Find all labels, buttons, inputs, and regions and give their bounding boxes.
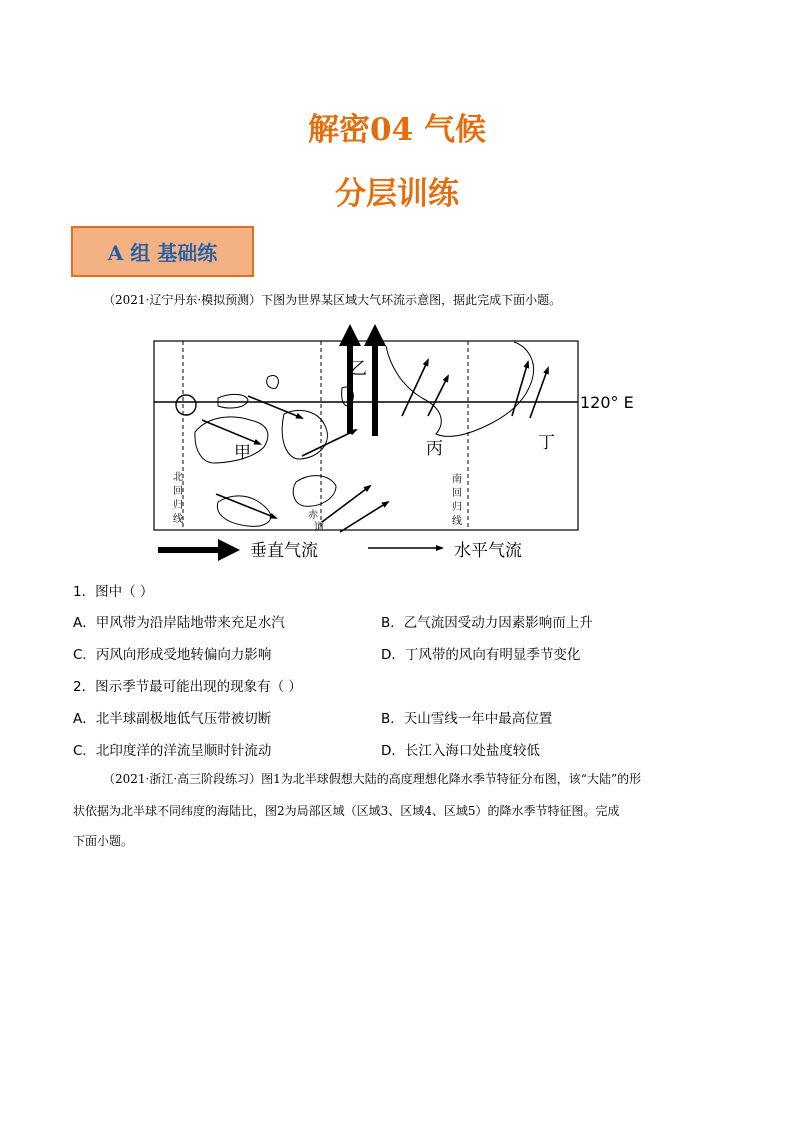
- horizontal-airflow-arrow: [340, 502, 388, 532]
- horizontal-airflow-arrow: [248, 396, 302, 418]
- horizontal-airflow-arrow: [402, 360, 428, 416]
- tropic-north-label: 线: [173, 514, 183, 525]
- tropic-north-label: 归: [173, 500, 183, 511]
- equator-label: 道: [314, 522, 324, 533]
- question-2-option-a[interactable]: A．北半球副极地低气压带被切断: [73, 711, 272, 727]
- tropic-south-label: 回: [452, 488, 462, 499]
- coastline: [218, 394, 248, 408]
- tropic-south-label: 归: [452, 502, 462, 513]
- tropic-north-label: 北: [173, 472, 183, 483]
- section2-line-3: 下面小题。: [73, 834, 134, 848]
- question-2-option-c[interactable]: C．北印度洋的洋流呈顺时针流动: [73, 743, 272, 759]
- atmospheric-circulation-figure: [150, 322, 634, 562]
- question-1-option-b[interactable]: B．乙气流因受动力因素影响而上升: [381, 615, 593, 631]
- tropic-south-label: 线: [452, 516, 462, 527]
- question-1-option-a[interactable]: A．甲风带为沿岸陆地带来充足水汽: [73, 615, 285, 631]
- coastline: [386, 342, 534, 436]
- question-1-option-c[interactable]: C．丙风向形成受地转偏向力影响: [73, 647, 272, 663]
- region-label-yi: 乙: [350, 359, 367, 379]
- horizontal-airflow-arrow: [202, 420, 260, 444]
- tropic-south-label: 南: [452, 474, 462, 485]
- page-title: 解密04 气候: [308, 112, 486, 148]
- horizontal-airflow-arrow: [302, 430, 356, 456]
- question-2-stem: 2．图示季节最可能出现的现象有（ ）: [73, 679, 302, 695]
- section1-intro: （2021·辽宁丹东·模拟预测）下图为世界某区域大气环流示意图，据此完成下面小题。: [103, 293, 562, 307]
- coastline: [267, 375, 279, 388]
- coastline: [195, 417, 268, 463]
- question-1-stem: 1．图中（ ）: [73, 584, 154, 600]
- legend-horizontal-label: 水平气流: [454, 541, 522, 561]
- longitude-label: 120° E: [580, 393, 634, 412]
- horizontal-airflow-arrow: [512, 362, 528, 416]
- question-2-option-d[interactable]: D．长江入海口处盐度较低: [381, 743, 540, 759]
- question-1-option-d[interactable]: D．丁风带的风向有明显季节变化: [381, 647, 581, 663]
- region-label-jia: 甲: [234, 443, 251, 463]
- section2-line-2: 状依据为北半球不同纬度的海陆比，图2为局部区域（区域3、区域4、区域5）的降水季节特征图。完成: [73, 804, 620, 818]
- coastline: [293, 476, 336, 507]
- tropic-north-label: 回: [173, 486, 183, 497]
- region-label-bing: 丙: [426, 439, 443, 459]
- page-subtitle: 分层训练: [335, 176, 459, 212]
- equator-label: 赤: [308, 510, 318, 521]
- question-2-option-b[interactable]: B．天山雪线一年中最高位置: [381, 711, 553, 727]
- group-heading-box: [71, 226, 254, 277]
- section2-line-1: （2021·浙江·高三阶段练习）图1为北半球假想大陆的高度理想化降水季节特征分布图，该“大陆”的形: [103, 772, 642, 786]
- horizontal-airflow-arrow: [322, 486, 370, 522]
- horizontal-airflow-arrow: [216, 494, 276, 518]
- group-heading-label: A 组 基础练: [107, 241, 218, 265]
- region-label-ding: 丁: [538, 433, 555, 453]
- coastline: [217, 496, 270, 526]
- marked-circle: [176, 395, 196, 415]
- legend-vertical-label: 垂直气流: [250, 541, 318, 561]
